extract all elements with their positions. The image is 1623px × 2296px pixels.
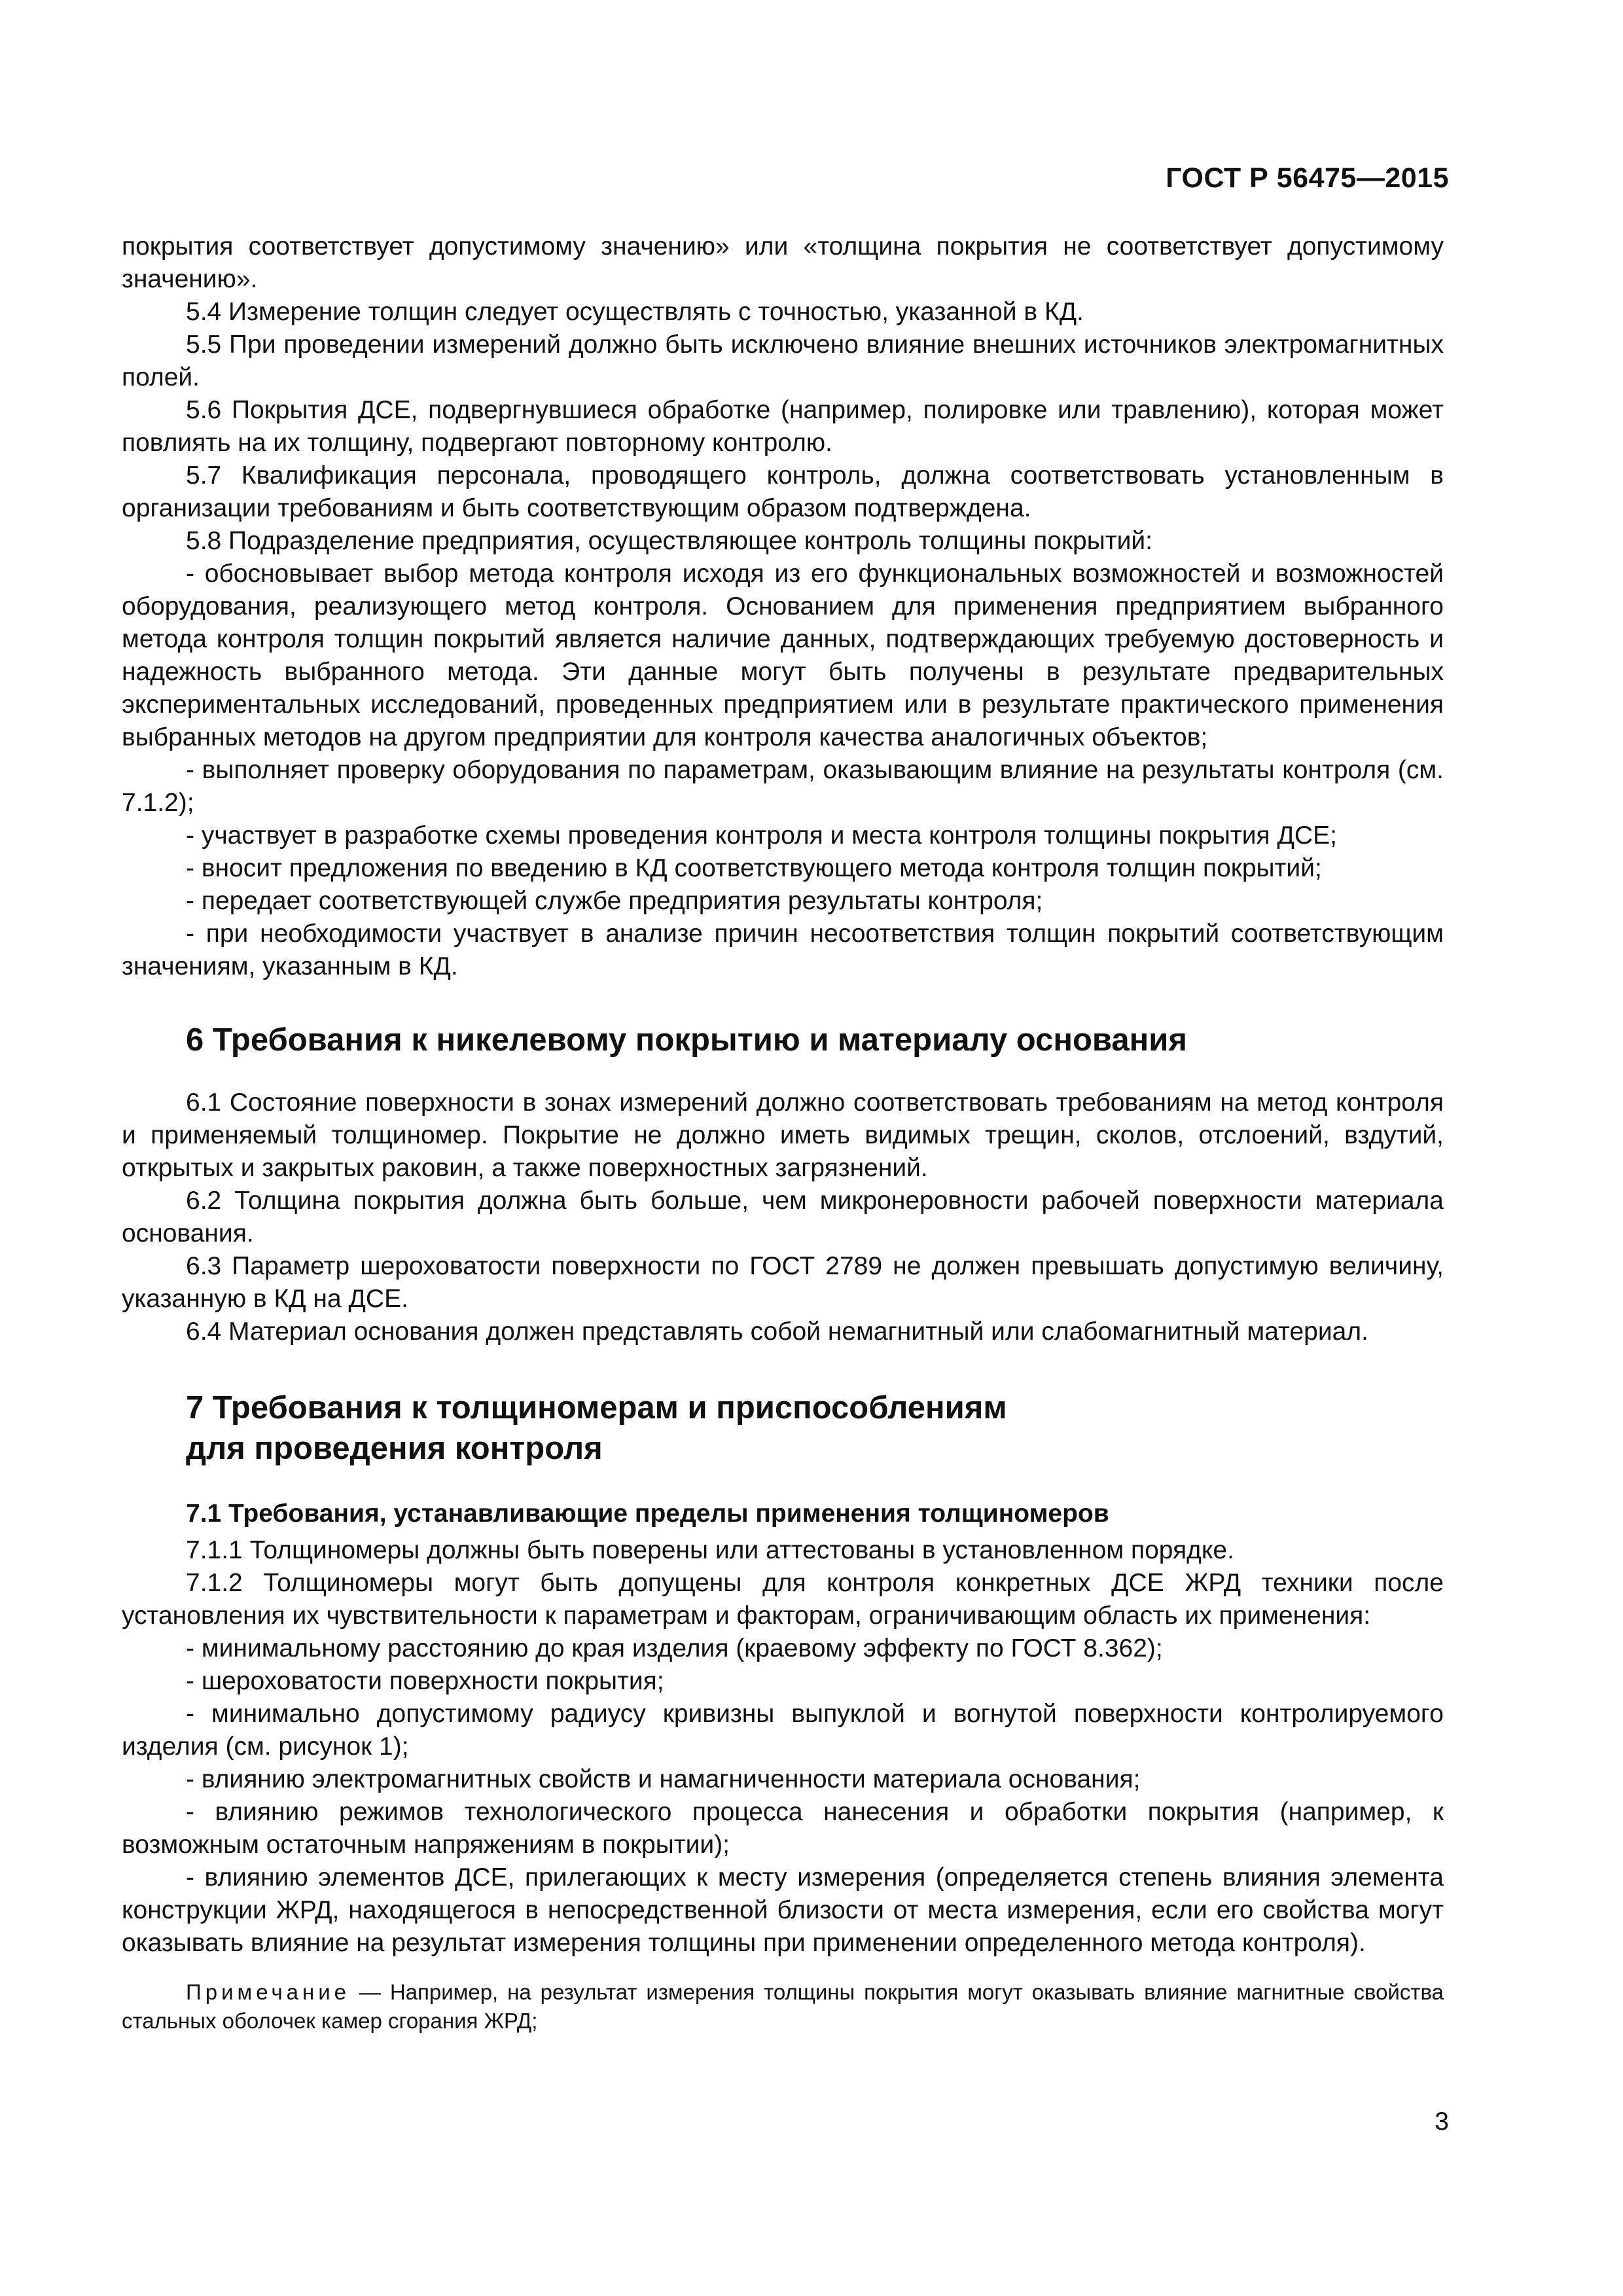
section-7-heading-line2: для проведения контроля — [186, 1431, 603, 1466]
paragraph-5-5: 5.5 При проведении измерений должно быть исключено влияние внешних источников электромагнитных полей. — [122, 331, 1444, 391]
paragraph-5-8: 5.8 Подразделение предприятия, осуществляющее контроль толщины покрытий: — [186, 527, 1153, 555]
page-number: 3 — [1435, 2108, 1449, 2136]
list-item-adjacent-elements: - влиянию элементов ДСЕ, прилегающих к месту измерения (определяется степень влияния элемента конструкции ЖРД, находящегося в непосредственной близости от места измерения, если его свойства могут оказывать влияние на результат измерения толщины при применении определенного метода контроля). — [122, 1863, 1444, 1957]
paragraph-5-7: 5.7 Квалификация персонала, проводящего контроль, должна соответствовать установленным в организации требованиям и быть соответствующим образом подтверждена. — [122, 461, 1444, 522]
note-text: — Например, на результат измерения толщины покрытия могут оказывать влияние магнитные свойства стальных оболочек камер сгорания ЖРД; — [122, 1980, 1444, 2033]
paragraph-7-1-1: 7.1.1 Толщиномеры должны быть поверены или аттестованы в установленном порядке. — [186, 1536, 1234, 1564]
list-item-control-scheme: - участвует в разработке схемы проведения контроля и места контроля толщины покрытия ДСЕ; — [186, 821, 1337, 850]
list-item-kd-proposals: - вносит предложения по введению в КД соответствующего метода контроля толщин покрытий; — [186, 854, 1322, 882]
paragraph-6-4: 6.4 Материал основания должен представлять собой немагнитный или слабомагнитный материал. — [186, 1318, 1368, 1346]
paragraph-5-6: 5.6 Покрытия ДСЕ, подвергнувшиеся обработке (например, полировке или травлению), которая может повлиять на их толщину, подвергают повторному контролю. — [122, 396, 1444, 457]
list-item-edge-distance: - минимальному расстоянию до края изделия (краевому эффекту по ГОСТ 8.362); — [186, 1634, 1163, 1662]
paragraph-6-2: 6.2 Толщина покрытия должна быть больше, чем микронеровности рабочей поверхности материала основания. — [122, 1187, 1444, 1247]
document-body — [122, 230, 1444, 2036]
list-item-electromagnetic-properties: - влиянию электромагнитных свойств и намагниченности материала основания; — [186, 1765, 1141, 1793]
section-7-heading — [122, 1388, 1444, 1469]
subsection-7-1-heading: 7.1 Требования, устанавливающие пределы применения толщиномеров — [186, 1499, 1109, 1528]
note-label: Примечание — [186, 1980, 351, 2004]
paragraph-7-1-2: 7.1.2 Толщиномеры могут быть допущены для контроля конкретных ДСЕ ЖРД техники после установления их чувствительности к параметрам и факторам, ограничивающим область их применения: — [122, 1569, 1444, 1630]
list-item-process-modes: - влиянию режимов технологического процесса нанесения и обработки покрытия (например, к возможным остаточным напряжениям в покрытии); — [122, 1798, 1444, 1859]
section-6-heading: 6 Требования к никелевому покрытию и материалу основания — [186, 1022, 1187, 1058]
list-item-results-transfer: - передает соответствующей службе предприятия результаты контроля; — [186, 887, 1043, 915]
paragraph-6-1: 6.1 Состояние поверхности в зонах измерений должно соответствовать требованиям на метод контроля и применяемый толщиномер. Покрытие не должно иметь видимых трещин, сколов, отслоений, вздутий, открытых и закрытых раковин, а также поверхностных загрязнений. — [122, 1088, 1444, 1182]
list-item-curvature-radius: - минимально допустимому радиусу кривизны выпуклой и вогнутой поверхности контролируемого изделия (см. рисунок 1); — [122, 1700, 1444, 1761]
document-code-header: ГОСТ Р 56475—2015 — [1166, 162, 1449, 194]
paragraph-6-3: 6.3 Параметр шероховатости поверхности по ГОСТ 2789 не должен превышать допустимую величину, указанную в КД на ДСЕ. — [122, 1252, 1444, 1313]
list-item-method-selection: - обосновывает выбор метода контроля исходя из его функциональных возможностей и возможностей оборудования, реализующего метод контроля. Основанием для применения предприятием выбранного метода контроля толщин покрытий является наличие данных, подтверждающих требуемую достоверность и надежность выбранного метода. Эти данные могут быть получены в результате предварительных экспериментальных исследований, проведенных предприятием или в результате практического применения выбранных методов на другом предприятии для контроля качества аналогичных объектов; — [122, 560, 1444, 751]
paragraph-5-3-continuation: покрытия соответствует допустимому значению» или «толщина покрытия не соответствует допустимому значению». — [122, 232, 1444, 293]
list-item-roughness: - шероховатости поверхности покрытия; — [186, 1667, 664, 1695]
paragraph-5-4: 5.4 Измерение толщин следует осуществлять с точностью, указанной в КД. — [186, 298, 1084, 326]
section-7-heading-line1: 7 Требования к толщиномерам и приспособлениям — [186, 1390, 1007, 1426]
note-block — [122, 1978, 1444, 2036]
list-item-nonconformity-analysis: - при необходимости участвует в анализе причин несоответствия толщин покрытий соответствующим значениям, указанным в КД. — [122, 920, 1444, 980]
list-item-equipment-check: - выполняет проверку оборудования по параметрам, оказывающим влияние на результаты контроля (см. 7.1.2); — [122, 756, 1444, 817]
